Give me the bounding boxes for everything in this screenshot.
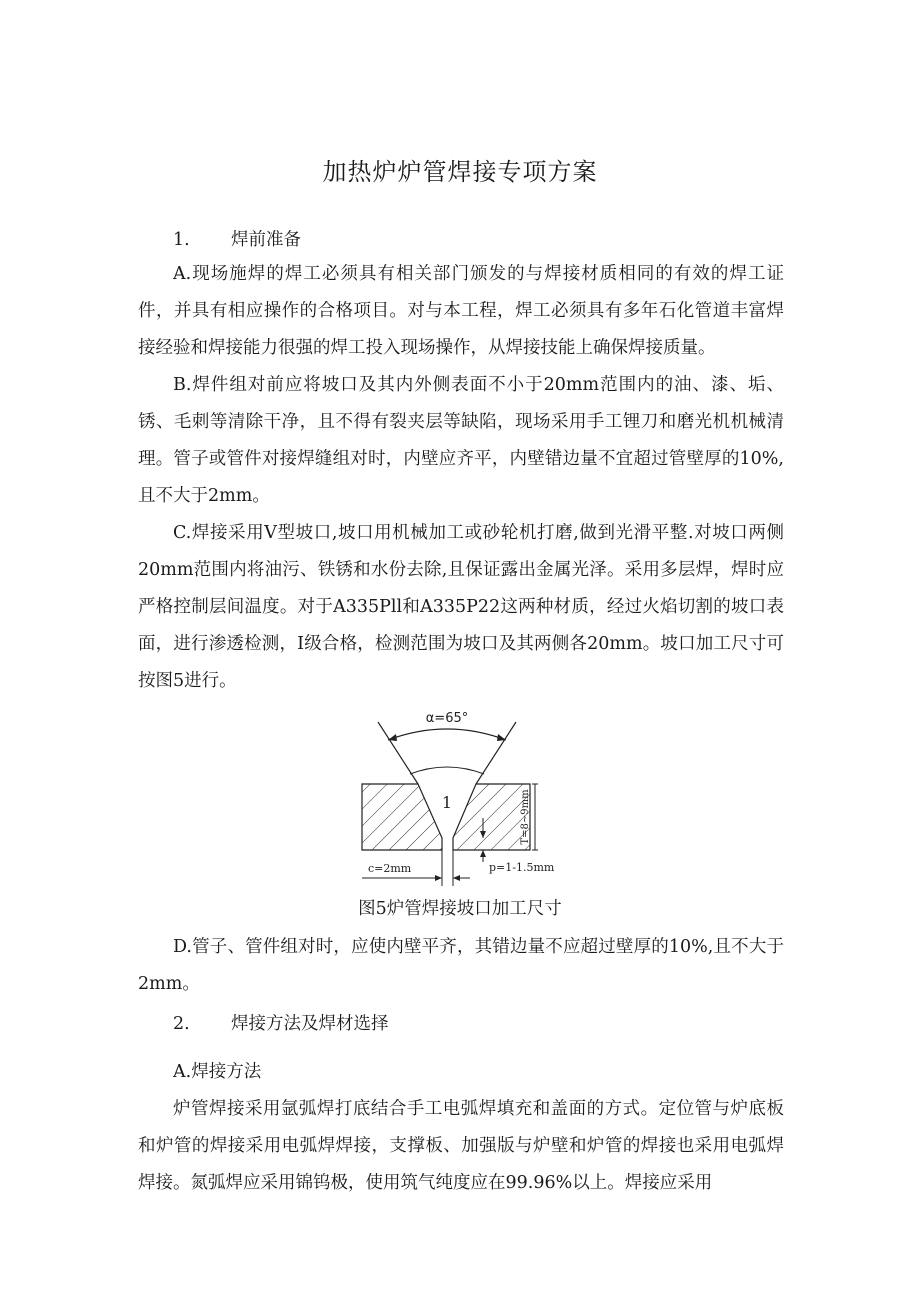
section-1-label: 焊前准备: [231, 230, 301, 250]
section-2-label: 焊接方法及焊材选择: [231, 1014, 389, 1034]
paragraph-method: 炉管焊接采用氩弧焊打底结合手工电弧焊填充和盖面的方式。定位管与炉底板和炉管的焊接采用电弧焊焊接，支撑板、加强版与炉壁和炉管的焊接也采用电弧焊焊接。氮弧焊应采用锦钨极，使用筑气纯度应在99.96%以上。焊接应采用: [138, 1099, 784, 1193]
section-2-body: [138, 1054, 784, 1202]
right-plate: [453, 784, 530, 850]
paragraph-c: C.焊接采用V型坡口,坡口用机械加工或砂轮机打磨,做到光滑平整.对坡口两侧20mm范围内将油污、铁锈和水份去除,且保证露出金属光泽。采用多层焊，焊时应严格控制层间温度。对于A335Pll和A335P22这两种材质，经过火焰切割的坡口表面，进行渗透检测，I级合格，检测范围为坡口及其两侧各20mm。坡口加工尺寸可按图5进行。: [138, 523, 784, 691]
paragraph-b: B.焊件组对前应将坡口及其内外侧表面不小于20mm范围内的油、漆、垢、锈、毛刺等清除干净，且不得有裂夹层等缺陷，现场采用手工锂刀和磨光机机械清理。管子或管件对接焊缝组对时，内壁应齐平，内壁错边量不宜超过管壁厚的10%,且不大于2mm。: [138, 375, 784, 506]
left-bevel-line: [378, 722, 418, 784]
section-1-heading: [173, 226, 301, 251]
section-2-heading: [173, 1010, 389, 1035]
section-2-number: 2.: [173, 1014, 190, 1034]
right-bevel-line: [476, 722, 516, 784]
angle-arc: [388, 729, 506, 740]
angle-label: α=65°: [425, 711, 469, 726]
paragraph-d-block: [138, 929, 784, 1003]
paragraph-a: A.现场施焊的焊工必须具有相关部门颁发的与焊接材质相同的有效的焊工证件，并具有相应操作的合格项目。对与本工程，焊工必须具有多年石化管道丰富焊接经验和焊接能力很强的焊工投入现场操作，从焊接技能上确保焊接质量。: [138, 264, 784, 358]
angle-arc-inner: [410, 767, 484, 774]
thickness-label: T=8~9mm: [520, 789, 531, 845]
groove-diagram: [352, 700, 555, 892]
left-plate: [362, 784, 442, 850]
paragraph-d: D.管子、管件组对时，应使内壁平齐，其错边量不应超过壁厚的10%,且不大于2mm。: [138, 937, 784, 994]
figure-caption: 图5炉管焊接坡口加工尺寸: [358, 899, 562, 919]
root-face-label: p=1-1.5mm: [489, 861, 555, 874]
document-title: 加热炉炉管焊接专项方案: [322, 158, 598, 186]
section-1-body: [138, 256, 784, 700]
layer-label: 1: [441, 793, 453, 812]
section-1-number: 1.: [173, 230, 190, 250]
subheading-a: A.焊接方法: [173, 1062, 262, 1082]
gap-label: c=2mm: [368, 862, 412, 875]
